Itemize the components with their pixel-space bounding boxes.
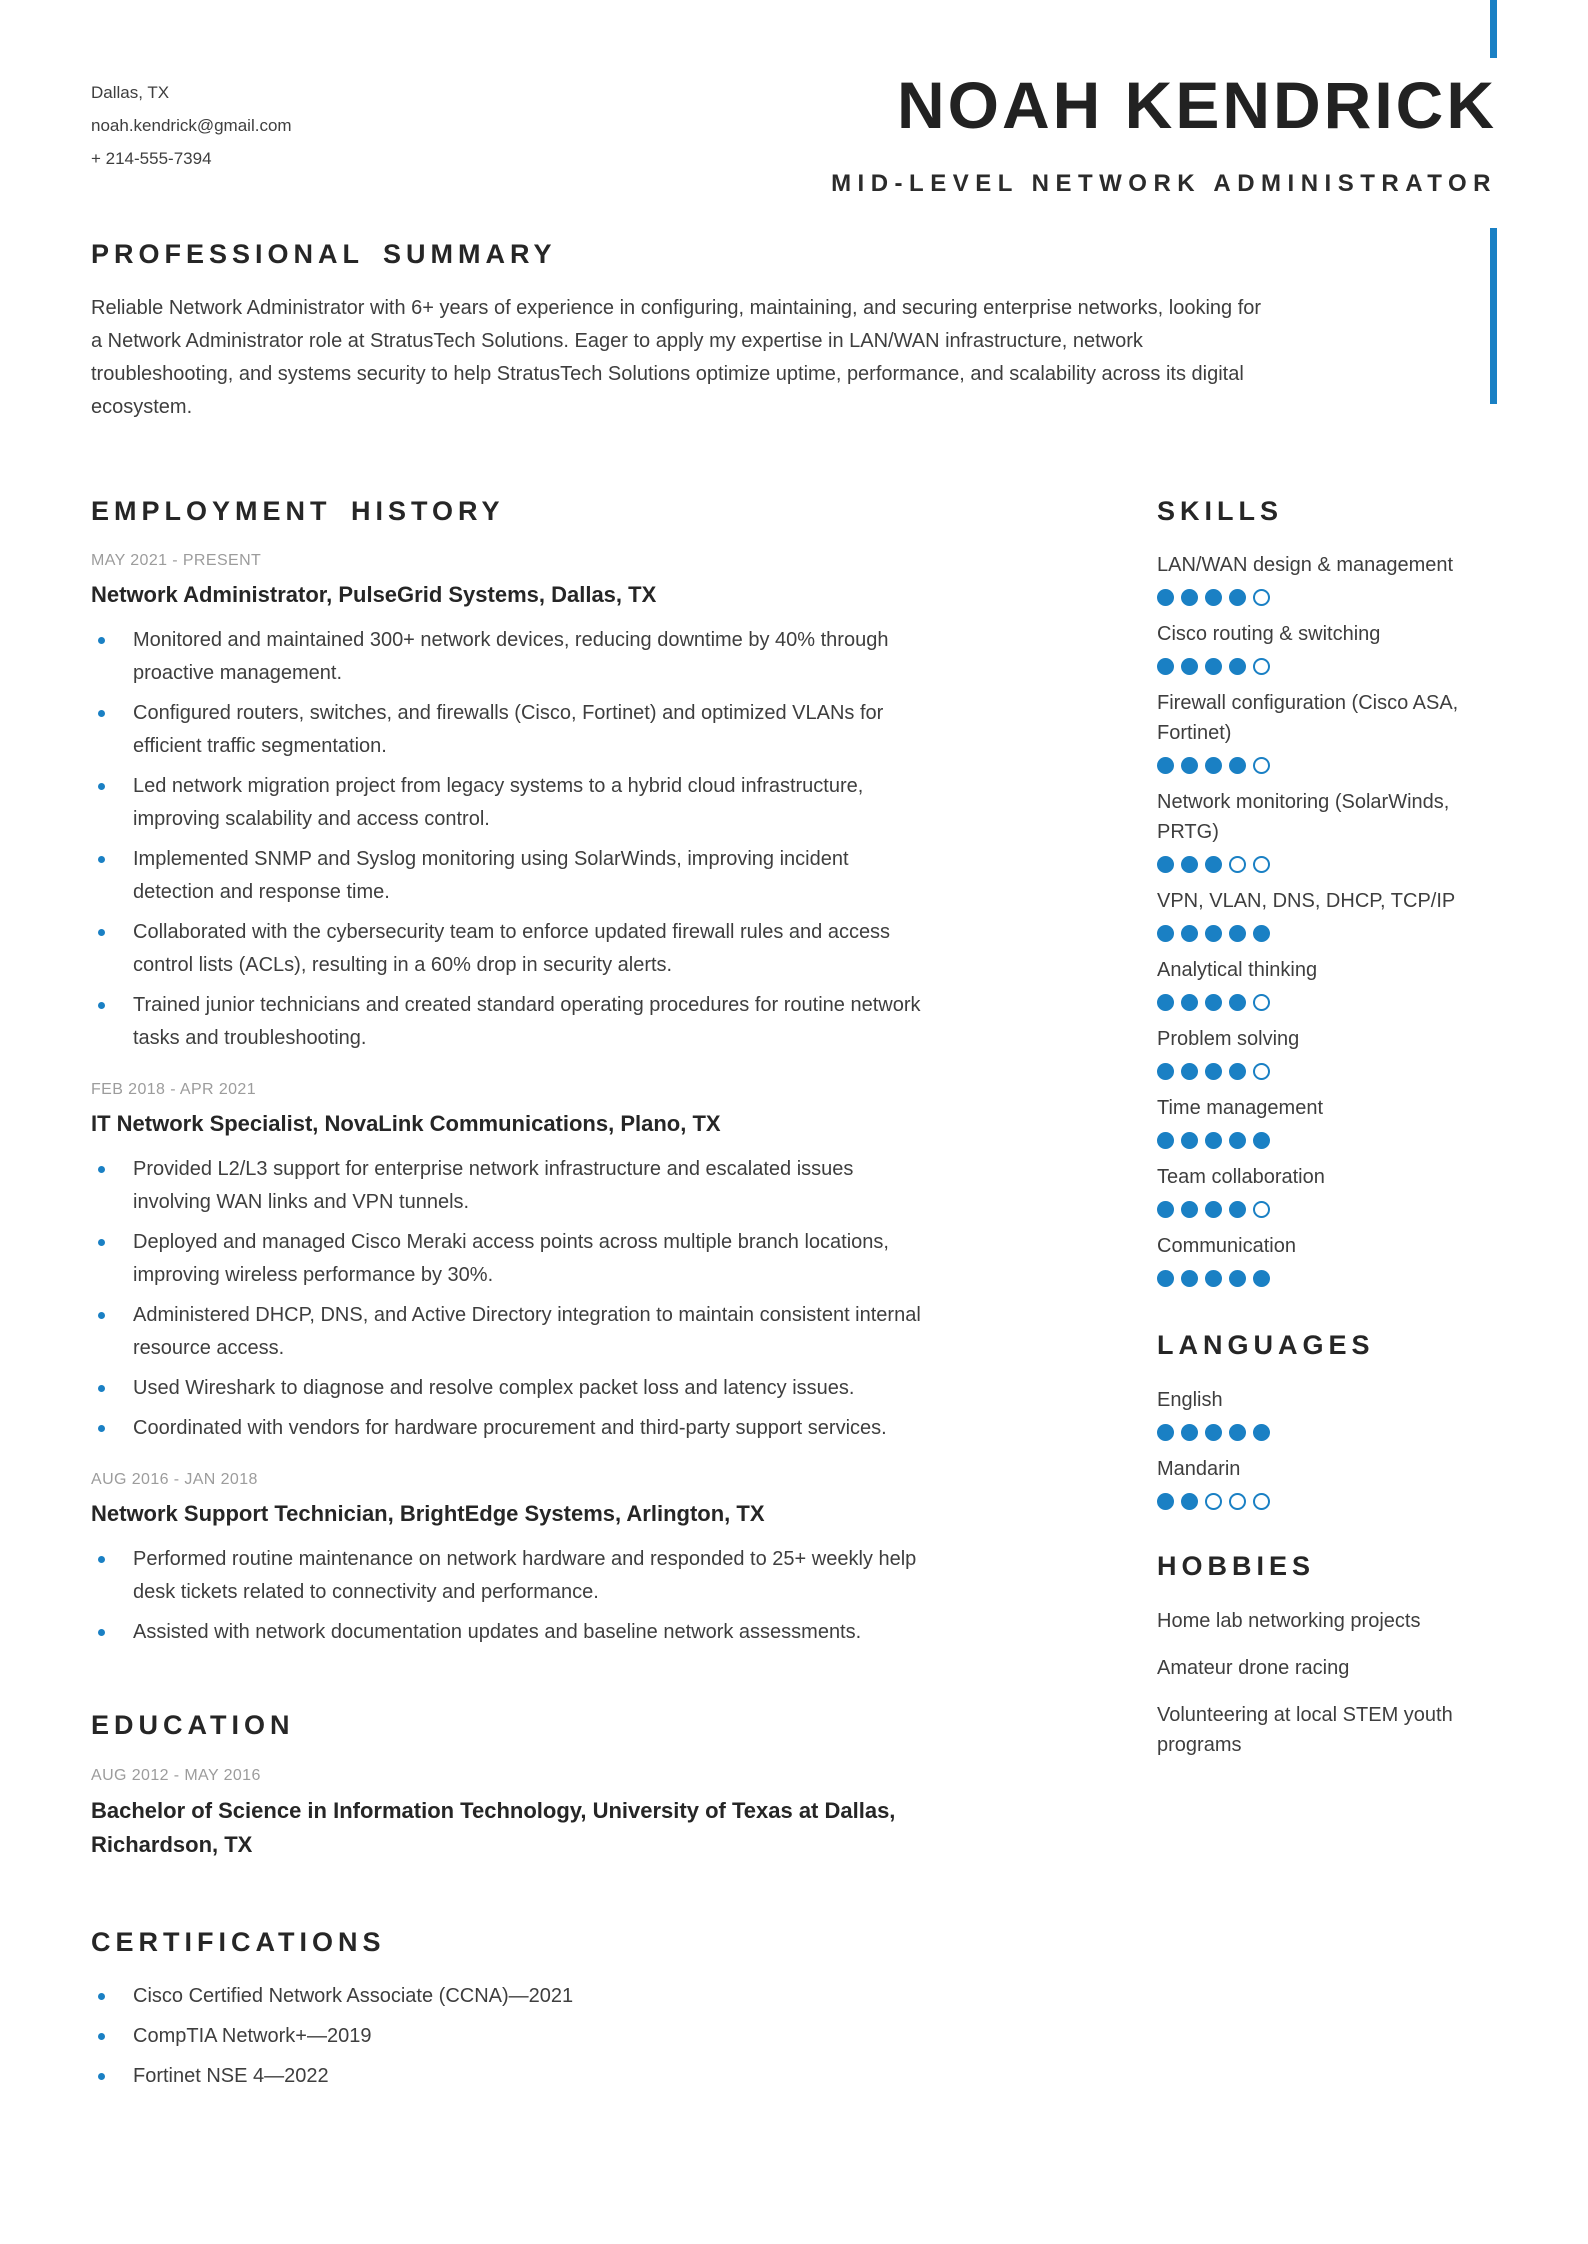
job-bullet-list: [91, 624, 991, 1055]
rating-dot-filled: [1157, 856, 1174, 873]
right-column: [1157, 474, 1497, 2100]
skill-rating: [1157, 589, 1497, 606]
rating-dot-filled: [1181, 757, 1198, 774]
skill-label: Communication: [1157, 1235, 1296, 1258]
hobby-item: Volunteering at local STEM youth programs: [1157, 1703, 1453, 1756]
rating-dot-filled: [1157, 658, 1174, 675]
skill-rating: [1157, 856, 1497, 873]
bullet-dot-icon: [98, 856, 105, 863]
job-bullet: [91, 1372, 991, 1405]
job-bullet-text: Deployed and managed Cisco Meraki access points across multiple branch locations, improving wireless performance by 30%.: [133, 1230, 889, 1286]
rating-dot-empty: [1253, 1063, 1270, 1080]
bullet-dot-icon: [98, 1425, 105, 1432]
bullet-dot-icon: [98, 1002, 105, 1009]
skill-label: Cisco routing & switching: [1157, 623, 1381, 646]
rating-dot-filled: [1205, 658, 1222, 675]
skill-rating: [1157, 1201, 1497, 1218]
job-bullet: [91, 1412, 991, 1445]
hobby-item: Amateur drone racing: [1157, 1656, 1350, 1679]
skill-item: [1157, 955, 1497, 1011]
job-bullet-text: Trained junior technicians and created standard operating procedures for routine network tasks and troubleshooting.: [133, 994, 921, 1050]
rating-dot-filled: [1181, 589, 1198, 606]
bullet-dot-icon: [98, 1312, 105, 1319]
rating-dot-filled: [1157, 1063, 1174, 1080]
certification-item: [91, 2060, 991, 2093]
skill-rating: [1157, 658, 1497, 675]
rating-dot-filled: [1181, 1201, 1198, 1218]
rating-dot-empty: [1253, 589, 1270, 606]
skill-label: VPN, VLAN, DNS, DHCP, TCP/IP: [1157, 890, 1456, 913]
skill-item: [1157, 1024, 1497, 1080]
rating-dot-filled: [1157, 1270, 1174, 1287]
skill-item: [1157, 886, 1497, 942]
job-bullet-text: Implemented SNMP and Syslog monitoring using SolarWinds, improving incident detection and response time.: [133, 848, 849, 904]
job-entry: [91, 1081, 991, 1445]
skill-item: [1157, 1093, 1497, 1149]
bullet-dot-icon: [98, 1239, 105, 1246]
skill-item: [1157, 619, 1497, 675]
rating-dot-filled: [1157, 1493, 1174, 1510]
rating-dot-filled: [1205, 1201, 1222, 1218]
skill-item: [1157, 1231, 1497, 1287]
skill-rating: [1157, 757, 1497, 774]
job-bullet-text: Assisted with network documentation updates and baseline network assessments.: [133, 1620, 862, 1643]
contact-email: noah.kendrick@gmail.com: [91, 116, 292, 135]
rating-dot-filled: [1229, 994, 1246, 1011]
employment-history-heading: EMPLOYMENT HISTORY: [91, 495, 505, 526]
bullet-dot-icon: [98, 1993, 105, 2000]
rating-dot-filled: [1229, 1270, 1246, 1287]
rating-dot-filled: [1181, 1132, 1198, 1149]
job-bullet-list: [91, 1543, 991, 1649]
left-column: [91, 474, 991, 2100]
certification-item: [91, 1980, 991, 2013]
rating-dot-filled: [1205, 1270, 1222, 1287]
job-bullet: [91, 1153, 991, 1219]
language-rating: [1157, 1424, 1497, 1441]
skill-item: [1157, 550, 1497, 606]
bullet-dot-icon: [98, 1385, 105, 1392]
job-entry: [91, 1471, 991, 1649]
job-dates: MAY 2021 - PRESENT: [91, 552, 262, 570]
bullet-dot-icon: [98, 710, 105, 717]
candidate-role-title: MID-LEVEL NETWORK ADMINISTRATOR: [831, 170, 1497, 197]
job-bullet-text: Used Wireshark to diagnose and resolve complex packet loss and latency issues.: [133, 1376, 855, 1399]
rating-dot-empty: [1229, 856, 1246, 873]
certifications-heading: CERTIFICATIONS: [91, 1926, 386, 1957]
rating-dot-filled: [1229, 589, 1246, 606]
rating-dot-empty: [1229, 1493, 1246, 1510]
certification-item: [91, 2020, 991, 2053]
rating-dot-filled: [1205, 925, 1222, 942]
bullet-dot-icon: [98, 1556, 105, 1563]
contact-phone: + 214-555-7394: [91, 149, 212, 168]
rating-dot-filled: [1229, 925, 1246, 942]
job-title: Network Support Technician, BrightEdge Systems, Arlington, TX: [91, 1500, 765, 1526]
rating-dot-filled: [1253, 1424, 1270, 1441]
education-degree: Bachelor of Science in Information Technology, University of Texas at Dallas, Richardson, TX: [91, 1797, 896, 1857]
job-title: Network Administrator, PulseGrid Systems, Dallas, TX: [91, 582, 657, 608]
employment-jobs: [91, 552, 991, 1649]
language-rating: [1157, 1493, 1497, 1510]
skill-item: [1157, 688, 1497, 774]
languages-heading: LANGUAGES: [1157, 1330, 1375, 1361]
language-label: English: [1157, 1388, 1223, 1411]
certification-text: Fortinet NSE 4—2022: [133, 2064, 329, 2087]
job-dates: FEB 2018 - APR 2021: [91, 1081, 257, 1099]
hobbies-list: [1157, 1606, 1497, 1760]
education-dates: AUG 2012 - MAY 2016: [91, 1766, 261, 1784]
certifications-list: [91, 1980, 991, 2093]
job-bullet-text: Performed routine maintenance on network hardware and responded to 25+ weekly help desk tickets related to connectivity and performance.: [133, 1547, 917, 1603]
identity-block: [831, 68, 1497, 198]
rating-dot-filled: [1157, 757, 1174, 774]
bullet-dot-icon: [98, 637, 105, 644]
rating-dot-empty: [1205, 1493, 1222, 1510]
rating-dot-filled: [1157, 994, 1174, 1011]
skill-label: Firewall configuration (Cisco ASA, Fortinet): [1157, 692, 1459, 745]
job-bullet-text: Configured routers, switches, and firewalls (Cisco, Fortinet) and optimized VLANs for efficient traffic segmentation.: [133, 702, 884, 758]
skill-label: Analytical thinking: [1157, 959, 1318, 982]
rating-dot-empty: [1253, 1201, 1270, 1218]
rating-dot-filled: [1157, 1424, 1174, 1441]
job-bullet: [91, 843, 991, 909]
job-bullet: [91, 1226, 991, 1292]
rating-dot-empty: [1253, 1493, 1270, 1510]
job-bullet-text: Administered DHCP, DNS, and Active Directory integration to maintain consistent internal resource access.: [133, 1303, 921, 1359]
rating-dot-filled: [1157, 589, 1174, 606]
job-bullet-text: Led network migration project from legacy systems to a hybrid cloud infrastructure, improving scalability and access control.: [133, 775, 864, 831]
job-bullet: [91, 1543, 991, 1609]
rating-dot-filled: [1229, 1201, 1246, 1218]
rating-dot-filled: [1229, 1063, 1246, 1080]
bullet-dot-icon: [98, 929, 105, 936]
rating-dot-filled: [1229, 658, 1246, 675]
skill-label: Time management: [1157, 1097, 1323, 1120]
rating-dot-filled: [1181, 658, 1198, 675]
bullet-dot-icon: [98, 1629, 105, 1636]
skill-rating: [1157, 1270, 1497, 1287]
accent-bar-top-segment: [1490, 0, 1497, 58]
professional-summary-heading: PROFESSIONAL SUMMARY: [91, 239, 557, 269]
job-bullet: [91, 1299, 991, 1365]
rating-dot-empty: [1253, 994, 1270, 1011]
skill-rating: [1157, 925, 1497, 942]
hobbies-heading: HOBBIES: [1157, 1550, 1316, 1581]
rating-dot-filled: [1205, 1424, 1222, 1441]
job-title: IT Network Specialist, NovaLink Communications, Plano, TX: [91, 1111, 721, 1137]
job-bullet: [91, 916, 991, 982]
rating-dot-filled: [1205, 589, 1222, 606]
rating-dot-filled: [1181, 1063, 1198, 1080]
professional-summary-section: [0, 240, 1588, 424]
languages-list: [1157, 1385, 1497, 1510]
rating-dot-filled: [1181, 994, 1198, 1011]
skill-rating: [1157, 1132, 1497, 1149]
job-bullet-text: Provided L2/L3 support for enterprise network infrastructure and escalated issues involving WAN links and VPN tunnels.: [133, 1157, 854, 1213]
job-bullet: [91, 989, 991, 1055]
rating-dot-filled: [1229, 1132, 1246, 1149]
skill-rating: [1157, 1063, 1497, 1080]
header: [0, 0, 1588, 198]
bullet-dot-icon: [98, 2073, 105, 2080]
professional-summary-text: Reliable Network Administrator with 6+ years of experience in configuring, maintaining, and securing enterprise networks, looking for a Network Administrator role at StratusTech Solutions. Eager to apply my expertise in LAN/WAN infrastructure, network troubleshooting, and systems security to help StratusTech Solutions optimize uptime, performance, and scalability across its digital ecosystem.: [91, 297, 1262, 419]
rating-dot-filled: [1205, 757, 1222, 774]
job-bullet-text: Monitored and maintained 300+ network devices, reducing downtime by 40% through proactive management.: [133, 629, 889, 685]
bullet-dot-icon: [98, 1166, 105, 1173]
language-item: [1157, 1385, 1497, 1441]
skill-label: LAN/WAN design & management: [1157, 554, 1454, 577]
skill-item: [1157, 1162, 1497, 1218]
skills-heading: SKILLS: [1157, 495, 1284, 526]
contact-block: [91, 72, 292, 175]
rating-dot-filled: [1157, 1132, 1174, 1149]
skill-rating: [1157, 994, 1497, 1011]
contact-location: Dallas, TX: [91, 83, 170, 102]
bullet-dot-icon: [98, 783, 105, 790]
rating-dot-filled: [1157, 1201, 1174, 1218]
language-label: Mandarin: [1157, 1457, 1241, 1480]
job-bullet-text: Collaborated with the cybersecurity team to enforce updated firewall rules and access control lists (ACLs), resulting in a 60% drop in security alerts.: [133, 921, 891, 977]
rating-dot-filled: [1181, 1270, 1198, 1287]
rating-dot-filled: [1229, 757, 1246, 774]
skill-label: Problem solving: [1157, 1028, 1300, 1051]
certification-text: CompTIA Network+—2019: [133, 2024, 372, 2047]
rating-dot-filled: [1181, 1493, 1198, 1510]
job-bullet: [91, 624, 991, 690]
rating-dot-empty: [1253, 856, 1270, 873]
job-entry: [91, 552, 991, 1055]
job-bullet: [91, 770, 991, 836]
rating-dot-filled: [1205, 1063, 1222, 1080]
skill-label: Network monitoring (SolarWinds, PRTG): [1157, 791, 1450, 844]
job-dates: AUG 2016 - JAN 2018: [91, 1470, 258, 1488]
language-item: [1157, 1454, 1497, 1510]
rating-dot-filled: [1253, 1132, 1270, 1149]
rating-dot-filled: [1205, 1132, 1222, 1149]
rating-dot-filled: [1205, 994, 1222, 1011]
skills-list: [1157, 550, 1497, 1287]
job-bullet-list: [91, 1153, 991, 1445]
hobby-item: Home lab networking projects: [1157, 1609, 1421, 1632]
rating-dot-filled: [1253, 1270, 1270, 1287]
job-bullet: [91, 697, 991, 763]
rating-dot-filled: [1229, 1424, 1246, 1441]
skill-item: [1157, 787, 1497, 873]
rating-dot-empty: [1253, 757, 1270, 774]
skill-label: Team collaboration: [1157, 1166, 1325, 1189]
rating-dot-filled: [1181, 1424, 1198, 1441]
candidate-name: NOAH KENDRICK: [897, 68, 1497, 142]
job-bullet: [91, 1616, 991, 1649]
accent-bar-summary-segment: [1490, 228, 1497, 404]
certification-text: Cisco Certified Network Associate (CCNA)—2021: [133, 1984, 574, 2007]
rating-dot-empty: [1253, 658, 1270, 675]
job-bullet-text: Coordinated with vendors for hardware procurement and third-party support services.: [133, 1416, 887, 1439]
rating-dot-filled: [1181, 856, 1198, 873]
rating-dot-filled: [1157, 925, 1174, 942]
education-heading: EDUCATION: [91, 1709, 295, 1740]
main-columns: [0, 474, 1588, 2100]
rating-dot-filled: [1253, 925, 1270, 942]
rating-dot-filled: [1205, 856, 1222, 873]
bullet-dot-icon: [98, 2033, 105, 2040]
rating-dot-filled: [1181, 925, 1198, 942]
